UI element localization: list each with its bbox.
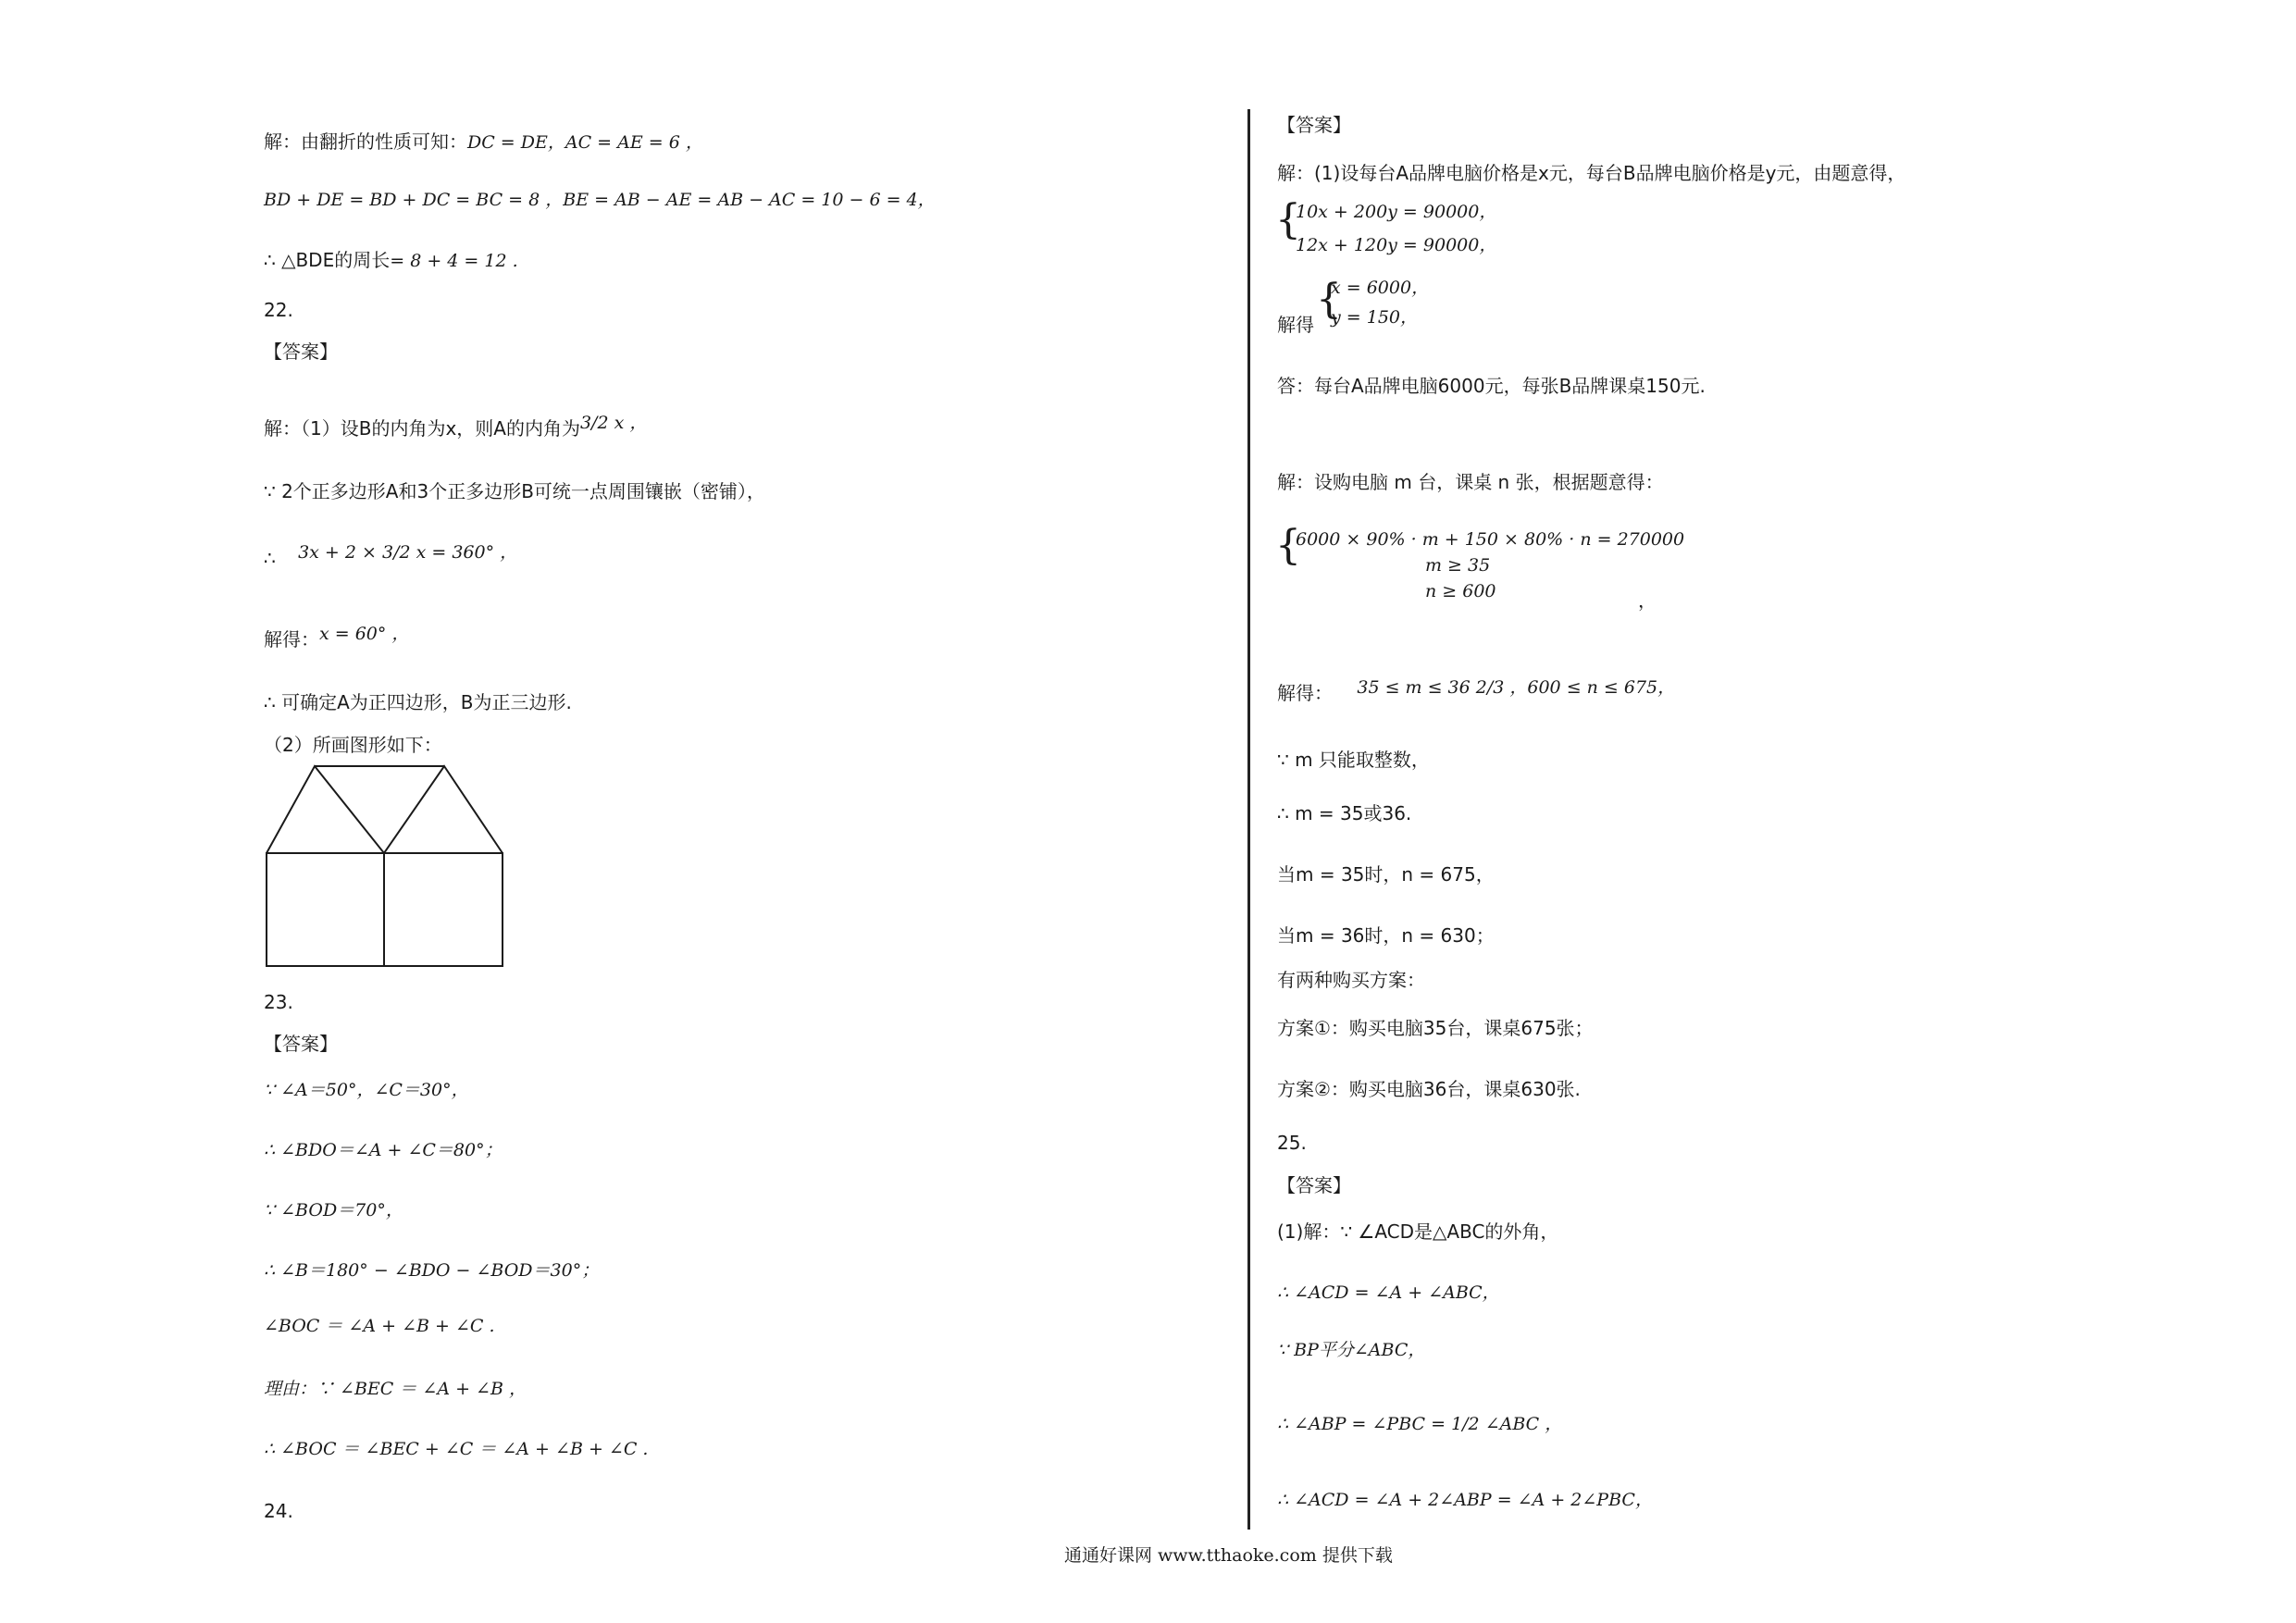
text-line: 解得 xyxy=(1277,314,1314,336)
math-line: ∴ ∠ACD = ∠A + 2∠ABP = ∠A + 2∠PBC， xyxy=(1277,1490,1653,1510)
question-number: 25. xyxy=(1277,1132,1307,1154)
math-line: ∴ ∠ACD = ∠A + ∠ABC， xyxy=(1277,1282,1500,1303)
text-line: 解得：x = 60° ， xyxy=(264,624,410,650)
question-number: 22. xyxy=(264,299,293,321)
text-line: 解：(1)设每台A品牌电脑价格是x元，每台B品牌电脑价格是y元，由题意得， xyxy=(1277,162,1906,184)
equation: y = 150， xyxy=(1331,307,1418,328)
plan-line: 方案①：购买电脑35台，课桌675张； xyxy=(1277,1017,1594,1039)
math-line: ∵ ∠A＝50°，∠C＝30°， xyxy=(264,1080,469,1100)
text-line: ∴ △BDE的周长= 8 + 4 = 12 . xyxy=(264,249,518,271)
inequality: 6000 × 90% · m + 150 × 80% · n = 270000 xyxy=(1296,529,1685,550)
tessellation-figure xyxy=(264,761,514,973)
math-line: ∵ ∠BOD＝70°， xyxy=(264,1200,403,1220)
page-footer: 通通好课网 www.tthaoke.com 提供下载 xyxy=(1064,1545,1393,1566)
text-line: ∴ 3x + 2 × 3/2 x = 360° ， xyxy=(264,542,518,569)
text-line: ∵ 2个正多边形A和3个正多边形B可统一点周围镶嵌（密铺）， xyxy=(264,480,765,502)
text-line: 当m = 35时，n = 675， xyxy=(1277,863,1495,886)
math-line: ∴ ∠BDO＝∠A + ∠C＝80°； xyxy=(264,1140,503,1160)
text-line: 解：（1）设B的内角为x，则A的内角为3/2 x ， xyxy=(264,413,648,440)
system-brace: { xyxy=(1316,276,1342,323)
math-line: ∴ ∠BOC ＝ ∠BEC + ∠C ＝ ∠A + ∠B + ∠C . xyxy=(264,1439,649,1459)
question-number: 24. xyxy=(264,1500,293,1522)
equation: 10x + 200y = 90000， xyxy=(1296,202,1497,222)
inequality: n ≥ 600 xyxy=(1425,581,1496,601)
inequality: m ≥ 35 xyxy=(1425,555,1491,576)
text-line: ∵ m 只能取整数， xyxy=(1277,749,1430,771)
text-line: 当m = 36时，n = 630； xyxy=(1277,924,1495,947)
text-line: ∴ m = 35或36. xyxy=(1277,802,1412,824)
math-line: ∵ BP平分∠ABC， xyxy=(1277,1340,1426,1360)
text-line: 解：设购电脑 m 台，课桌 n 张，根据题意得： xyxy=(1277,471,1664,493)
text-line: (1)解：∵ ∠ACD是△ABC的外角， xyxy=(1277,1220,1559,1243)
text-line: ∴ 可确定A为正四边形，B为正三边形. xyxy=(264,691,572,713)
text-line: （2）所画图形如下： xyxy=(264,734,442,756)
question-number: 23. xyxy=(264,991,293,1013)
math-line: 理由：∵ ∠BEC ＝ ∠A + ∠B ， xyxy=(264,1379,527,1399)
math-line: ∴ ∠ABP = ∠PBC = 1/2 ∠ABC ， xyxy=(1277,1414,1563,1434)
system-brace: { xyxy=(1275,522,1301,569)
right-column xyxy=(1249,0,2296,1623)
text-line: 有两种购买方案： xyxy=(1277,969,1425,991)
plan-line: 方案②：购买电脑36台，课桌630张. xyxy=(1277,1078,1581,1100)
text-line: 答：每台A品牌电脑6000元，每张B品牌课桌150元. xyxy=(1277,375,1706,397)
math-line: ∠BOC ＝ ∠A + ∠B + ∠C . xyxy=(264,1316,495,1336)
math-line: BD + DE = BD + DC = BC = 8 ，BE = AB − AE = AB − AC = 10 − 6 = 4， xyxy=(264,190,936,210)
text-line: 解得： 35 ≤ m ≤ 36 2/3 ，600 ≤ n ≤ 675， xyxy=(1277,677,1676,704)
system-brace: { xyxy=(1275,196,1301,243)
answer-heading: 【答案】 xyxy=(1277,1174,1351,1196)
figure-triangles xyxy=(267,766,503,853)
equation: 12x + 120y = 90000， xyxy=(1296,235,1497,255)
answer-heading: 【答案】 xyxy=(1277,114,1351,136)
equation: x = 6000， xyxy=(1331,278,1430,298)
answer-heading: 【答案】 xyxy=(264,341,338,363)
punctuation: ， xyxy=(1638,589,1657,612)
answer-heading: 【答案】 xyxy=(264,1033,338,1055)
text-line: 解：由翻折的性质可知：DC = DE，AC = AE = 6 ， xyxy=(264,130,703,153)
math-line: ∴ ∠B＝180° − ∠BDO − ∠BOD＝30°； xyxy=(264,1260,600,1281)
